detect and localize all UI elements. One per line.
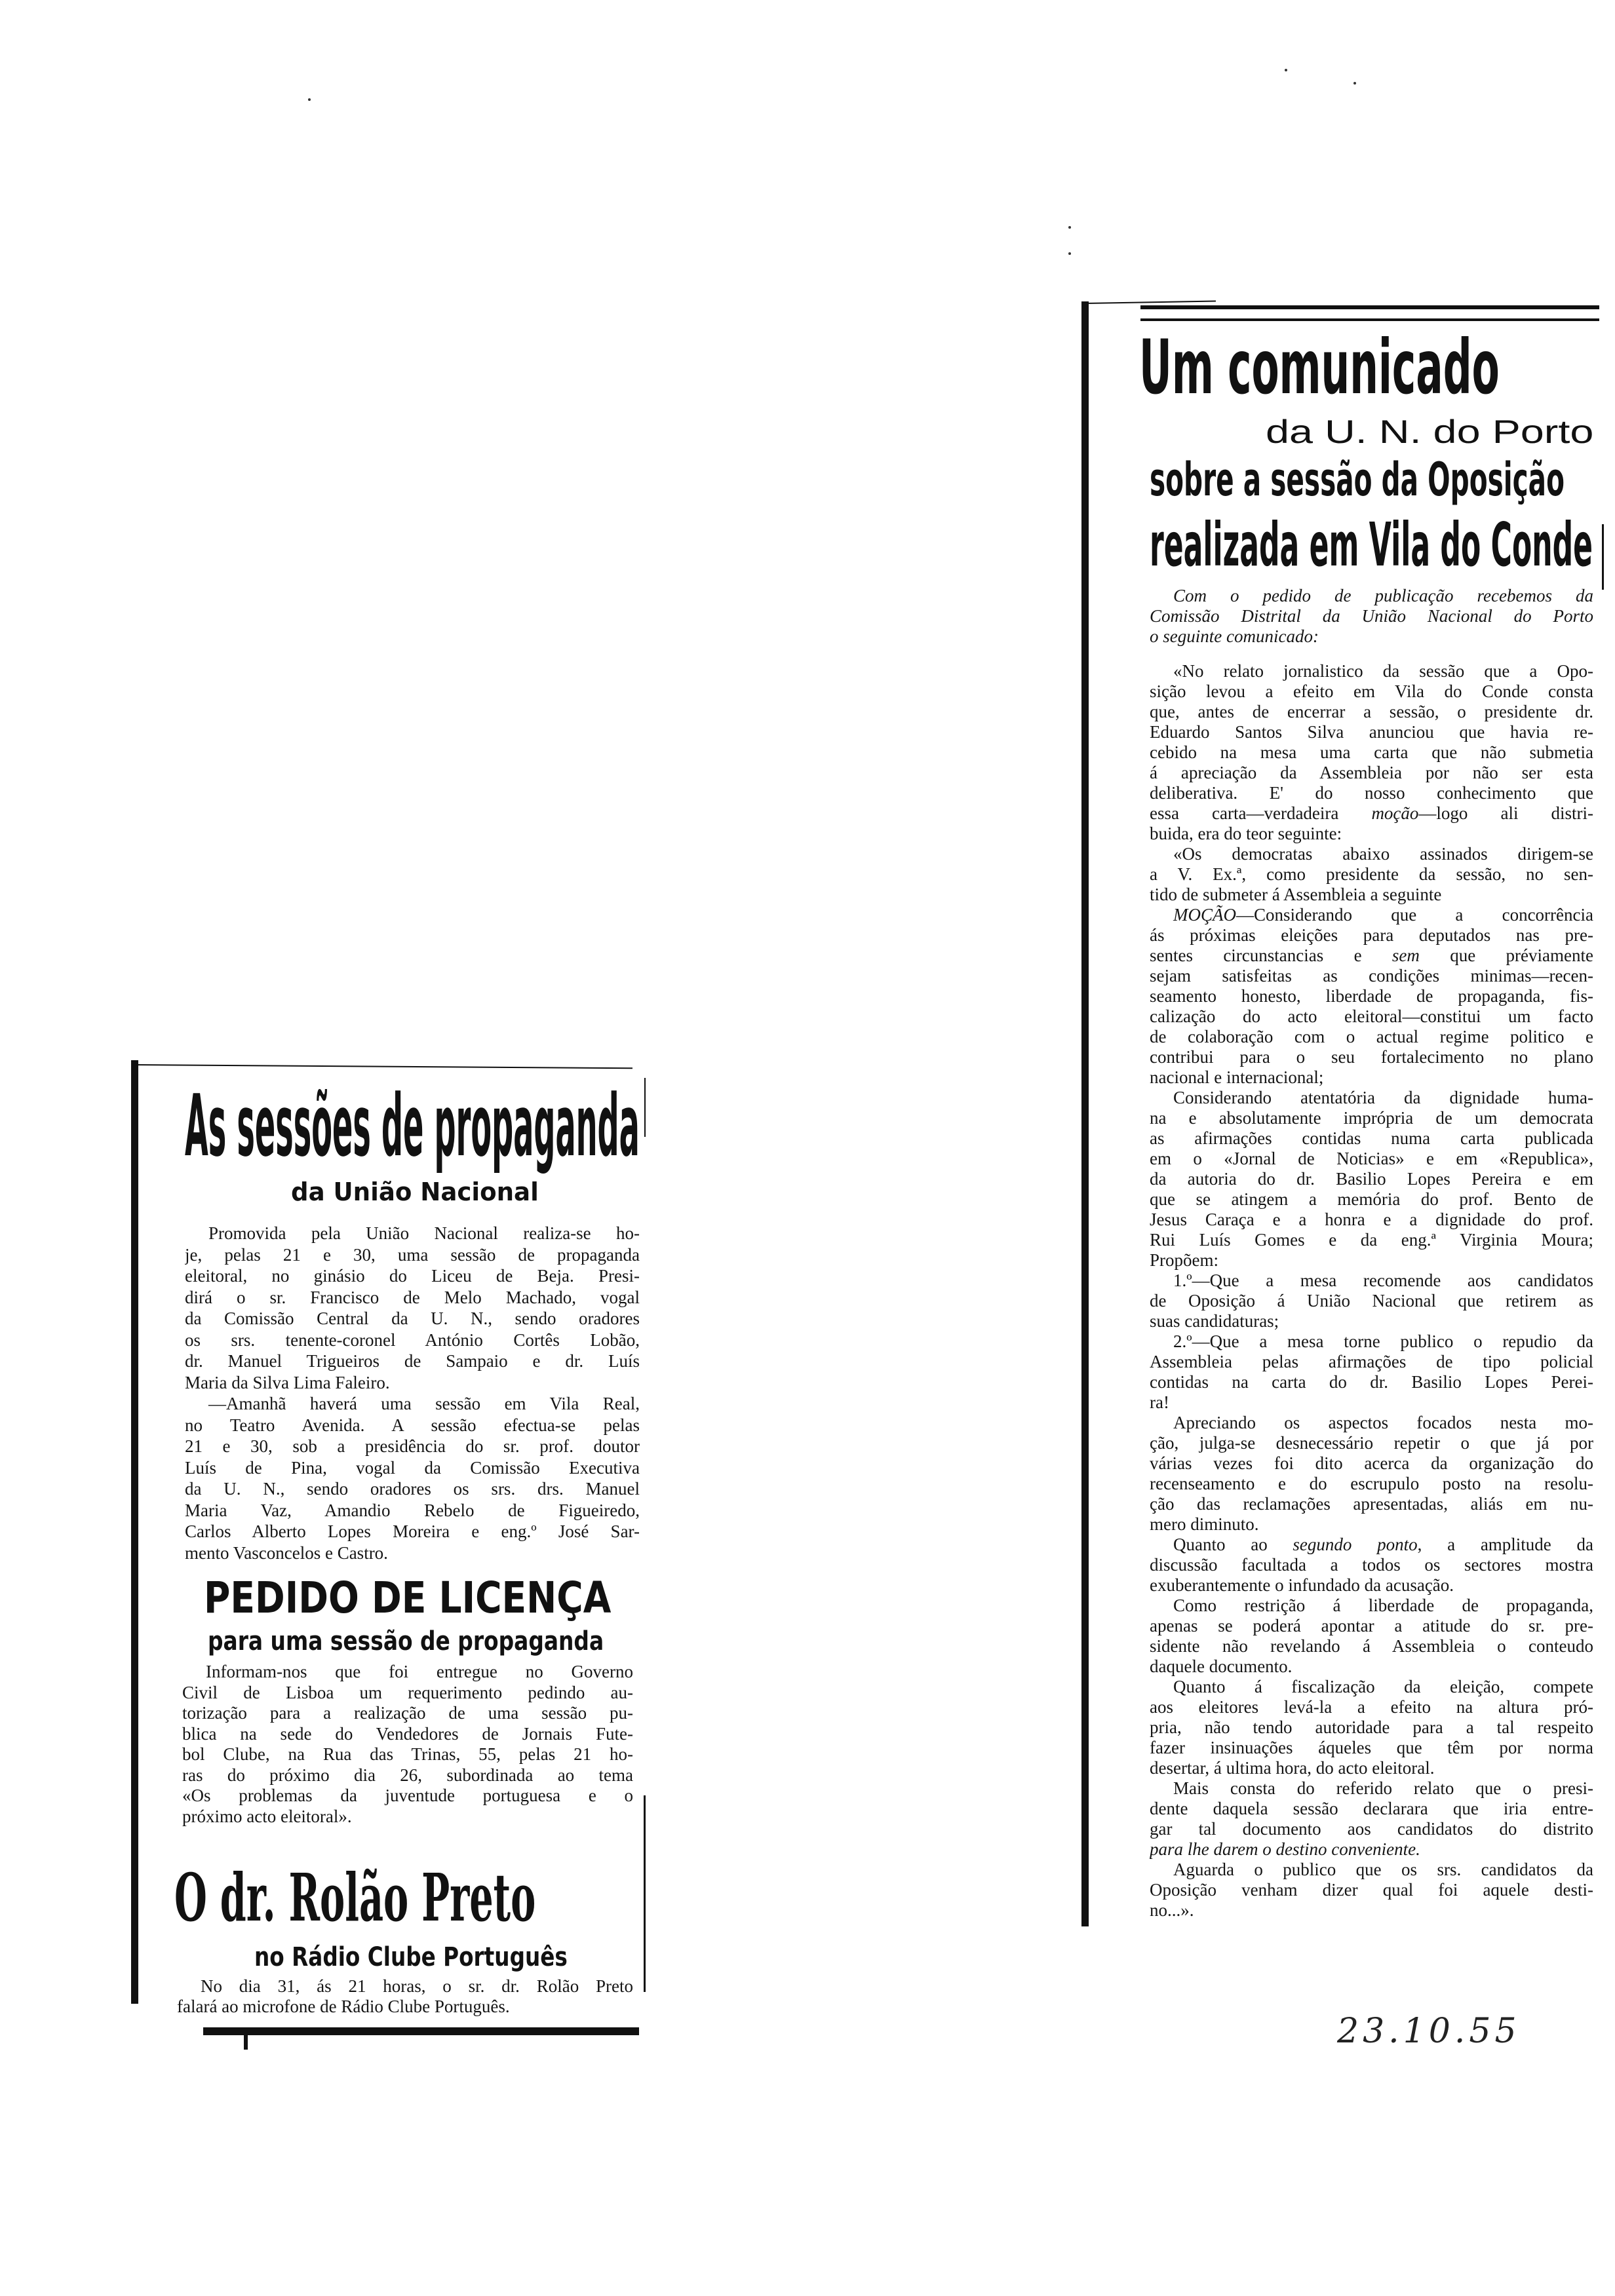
text-line: ras do próximo dia 26, subordinada ao tema bbox=[182, 1765, 633, 1785]
text-line: gar tal documento aos candidatos do distrito bbox=[1150, 1819, 1593, 1839]
italic-text: segundo ponto bbox=[1293, 1535, 1418, 1554]
text-line: seamento honesto, liberdade de propaganda, fis- bbox=[1150, 986, 1593, 1006]
paragraph bbox=[1150, 1331, 1593, 1413]
text-line: Como restrição á liberdade de propaganda, bbox=[1173, 1596, 1593, 1615]
paragraph bbox=[1150, 1271, 1593, 1331]
text-line: Comissão Distrital da União Nacional do Porto bbox=[1150, 606, 1593, 626]
paragraph bbox=[1150, 661, 1593, 844]
text-line: mento Vasconcelos e Castro. bbox=[185, 1542, 388, 1563]
article-deck: realizada em Vila do Conde bbox=[1150, 510, 1593, 580]
text-line: sição levou a efeito em Vila do Conde consta bbox=[1150, 681, 1593, 701]
text-line: da autoria do dr. Basilio Lopes Pereira e em bbox=[1150, 1169, 1593, 1189]
text-line: buida, era do teor seguinte: bbox=[1150, 824, 1342, 843]
text-line: ás próximas eleições para deputados nas pre- bbox=[1150, 925, 1593, 945]
article-subheadline: da U. N. do Porto bbox=[1266, 413, 1594, 450]
text-line: dente daquela sessão declarara que iria entre- bbox=[1150, 1799, 1593, 1818]
text-line: Jesus Caraça e a honra e a dignidade do prof. bbox=[1150, 1210, 1593, 1229]
text-line: exuberantemente o infundado da acusação. bbox=[1150, 1575, 1454, 1595]
text-line: sentes circunstancias e sem que préviamente bbox=[1150, 946, 1593, 965]
article-intro bbox=[1150, 586, 1593, 647]
text-line: dr. Manuel Trigueiros de Sampaio e dr. Luís bbox=[185, 1351, 640, 1371]
clipping-right-edge bbox=[644, 1078, 646, 1137]
text-line: 1.º—Que a mesa recomende aos candidatos bbox=[1173, 1271, 1593, 1290]
article-body bbox=[185, 1223, 640, 1563]
paragraph bbox=[177, 1976, 633, 2017]
paragraph bbox=[1150, 586, 1593, 647]
text-line: fazer insinuações áqueles que têm por norma bbox=[1150, 1738, 1593, 1757]
text-line: falará ao microfone de Rádio Clube Português. bbox=[177, 1997, 510, 2016]
text-line: o seguinte comunicado: bbox=[1150, 626, 1319, 646]
article-subheadline: no Rádio Clube Português bbox=[254, 1942, 568, 1972]
text-line: «No relato jornalistico da sessão que a Opo- bbox=[1173, 661, 1593, 681]
article-headline: Um comunicado bbox=[1139, 324, 1500, 411]
text-line: «Os democratas abaixo assinados dirigem-se bbox=[1173, 844, 1593, 864]
italic-text: moção bbox=[1371, 803, 1419, 823]
text-line: na e absolutamente imprópria de um democrata bbox=[1150, 1108, 1593, 1128]
text-line: mero diminuto. bbox=[1150, 1514, 1259, 1534]
italic-text: para lhe darem o destino conveniente. bbox=[1150, 1839, 1420, 1859]
clipping-right-edge bbox=[1602, 524, 1604, 590]
text-line: apenas se poderá apontar a atitude do sr. pre- bbox=[1150, 1616, 1593, 1636]
article-subheadline: da União Nacional bbox=[291, 1177, 539, 1206]
clipping-left-border bbox=[1081, 301, 1089, 1926]
text-line: daquele documento. bbox=[1150, 1656, 1293, 1676]
scan-speck bbox=[1353, 82, 1356, 85]
handwritten-date: 23.10.55 bbox=[1337, 2012, 1521, 2051]
text-line: as afirmações contidas numa carta publicada bbox=[1150, 1128, 1593, 1148]
text-line: ção das reclamações apresentadas, aliás em nu- bbox=[1150, 1494, 1593, 1514]
text-line: Quanto á fiscalização da eleição, compete bbox=[1173, 1677, 1593, 1696]
text-line: torização para a realização de uma sessão pu- bbox=[182, 1703, 633, 1723]
text-line: Mais consta do referido relato que o presi- bbox=[1173, 1778, 1593, 1798]
text-line: a V. Ex.ª, como presidente da sessão, no sen- bbox=[1150, 864, 1593, 884]
text-line: de Oposição á União Nacional que retirem as bbox=[1150, 1291, 1593, 1311]
text-line: Carlos Alberto Lopes Moreira e eng.º José Sar- bbox=[185, 1521, 640, 1541]
text-line: essa carta—verdadeira moção—logo ali distri- bbox=[1150, 803, 1593, 823]
article-body bbox=[1150, 661, 1593, 1921]
text-line: da Comissão Central da U. N., sendo oradores bbox=[185, 1309, 640, 1328]
text-line: Apreciando os aspectos focados nesta mo- bbox=[1173, 1413, 1593, 1432]
text-line: «Os problemas da juventude portuguesa e o bbox=[182, 1786, 633, 1805]
text-line: discussão facultada a todos os sectores mostra bbox=[1150, 1555, 1593, 1575]
article-headline: PEDIDO DE LICENÇA bbox=[204, 1573, 612, 1623]
text-line: bol Clube, na Rua das Trinas, 55, pelas 21 ho- bbox=[182, 1744, 633, 1764]
clipping-bottom-rule bbox=[203, 2027, 639, 2035]
text-line: eleitoral, no ginásio do Liceu de Beja. Presi- bbox=[185, 1266, 640, 1286]
text-line bbox=[1150, 1839, 1593, 1860]
clipping-right-edge bbox=[644, 1795, 646, 1992]
text-line: je, pelas 21 e 30, uma sessão de propaganda bbox=[185, 1244, 640, 1265]
clipping-left-border bbox=[131, 1060, 138, 2004]
article-body bbox=[182, 1662, 633, 1827]
text-line: Promovida pela União Nacional realiza-se ho- bbox=[208, 1223, 640, 1243]
text-line: que, antes de encerrar a sessão, o presidente dr. bbox=[1150, 702, 1593, 721]
paragraph bbox=[182, 1662, 633, 1827]
text-line: Oposição venham dizer qual foi aquele desti- bbox=[1150, 1880, 1593, 1900]
article-headline: As sessões de propaganda bbox=[185, 1076, 640, 1176]
text-line: no Teatro Avenida. A sessão efectua-se pelas bbox=[185, 1415, 640, 1435]
text-line: Maria da Silva Lima Faleiro. bbox=[185, 1372, 390, 1392]
italic-text: sem bbox=[1391, 946, 1420, 965]
paragraph bbox=[185, 1393, 640, 1563]
article-headline: O dr. Rolão Preto bbox=[174, 1859, 536, 1936]
text-line: os srs. tenente-coronel António Cortês Lobão, bbox=[185, 1330, 640, 1350]
text-line: várias vezes foi dito acerca da organização do bbox=[1150, 1453, 1593, 1473]
text-line: 2.º—Que a mesa torne publico o repudio da bbox=[1173, 1331, 1593, 1351]
text-line: blica na sede do Vendedores de Jornais Fute- bbox=[182, 1723, 633, 1744]
text-line: de colaboração com o actual regime politico e bbox=[1150, 1027, 1593, 1046]
text-line: ra! bbox=[1150, 1392, 1169, 1412]
paragraph bbox=[1150, 1088, 1593, 1271]
clipping-top-edge bbox=[134, 1064, 632, 1069]
paragraph bbox=[1150, 1677, 1593, 1778]
header-rule bbox=[1140, 305, 1599, 309]
text-line: —Amanhã haverá uma sessão em Vila Real, bbox=[208, 1394, 640, 1413]
text-line: á apreciação da Assembleia por não ser esta bbox=[1150, 763, 1593, 782]
text-line: aos eleitores levá-la a efeito na altura pró- bbox=[1150, 1697, 1593, 1717]
paragraph bbox=[1150, 1860, 1593, 1921]
clipping-bottom-tick bbox=[244, 2031, 248, 2050]
scan-speck bbox=[1068, 252, 1071, 255]
text-line: em o «Jornal de Noticias» e em «Republica», bbox=[1150, 1149, 1593, 1168]
text-line: Luís de Pina, vogal da Comissão Executiva bbox=[185, 1457, 640, 1478]
paragraph bbox=[1150, 844, 1593, 905]
text-line: MOÇÃO—Considerando que a concorrência bbox=[1173, 905, 1593, 925]
text-line: ção, julga-se desnecessário repetir o que já por bbox=[1150, 1433, 1593, 1453]
paragraph bbox=[1150, 1778, 1593, 1860]
paragraph bbox=[1150, 905, 1593, 1088]
text-line: deliberativa. E' do nosso conhecimento que bbox=[1150, 783, 1593, 803]
header-rule bbox=[1140, 318, 1599, 321]
article-subheadline: para uma sessão de propaganda bbox=[208, 1626, 604, 1656]
italic-text: MOÇÃO bbox=[1173, 905, 1236, 925]
text-line: Assembleia pelas afirmações de tipo policial bbox=[1150, 1352, 1593, 1371]
text-line: Eduardo Santos Silva anunciou que havia re- bbox=[1150, 722, 1593, 742]
text-line: suas candidaturas; bbox=[1150, 1311, 1279, 1331]
text-line: contidas na carta do dr. Basilio Lopes Perei- bbox=[1150, 1372, 1593, 1392]
text-line: Propõem: bbox=[1150, 1250, 1218, 1270]
text-line: Quanto ao segundo ponto, a amplitude da bbox=[1173, 1535, 1593, 1554]
text-line: nacional e internacional; bbox=[1150, 1067, 1324, 1087]
text-line: que se atingem a memória do prof. Bento de bbox=[1150, 1189, 1593, 1209]
text-line: Aguarda o publico que os srs. candidatos da bbox=[1173, 1860, 1593, 1879]
text-line: Com o pedido de publicação recebemos da bbox=[1173, 586, 1593, 605]
text-line: dirá o sr. Francisco de Melo Machado, vogal bbox=[185, 1287, 640, 1307]
text-line: desertar, á ultima hora, do acto eleitoral. bbox=[1150, 1758, 1435, 1778]
text-line: tido de submeter á Assembleia a seguinte bbox=[1150, 885, 1442, 904]
article-deck: sobre a sessão da Oposição bbox=[1150, 453, 1565, 507]
text-line: recenseamento e do escrupulo posto na resolu- bbox=[1150, 1474, 1593, 1493]
text-line: no...». bbox=[1150, 1900, 1194, 1920]
scan-speck bbox=[308, 98, 311, 101]
text-line: da U. N., sendo oradores os srs. drs. Manuel bbox=[185, 1479, 640, 1499]
text-line: No dia 31, ás 21 horas, o sr. dr. Rolão Preto bbox=[201, 1976, 633, 1996]
scan-speck bbox=[1068, 226, 1071, 229]
paragraph bbox=[185, 1223, 640, 1393]
paragraph bbox=[1150, 1596, 1593, 1677]
text-line: Maria Vaz, Amandio Rebelo de Figueiredo, bbox=[185, 1500, 640, 1520]
text-line: contribui para o seu fortalecimento no plano bbox=[1150, 1047, 1593, 1067]
text-line: Civil de Lisboa um requerimento pedindo au- bbox=[182, 1682, 633, 1702]
text-line: sejam satisfeitas as condições minimas—recen- bbox=[1150, 966, 1593, 985]
text-line: Informam-nos que foi entregue no Governo bbox=[206, 1662, 633, 1681]
text-line: Rui Luís Gomes e da eng.ª Virginia Moura; bbox=[1150, 1230, 1593, 1250]
paragraph bbox=[1150, 1535, 1593, 1596]
text-line: Considerando atentatória da dignidade huma- bbox=[1173, 1088, 1593, 1107]
text-line: calização do acto eleitoral—constitui um facto bbox=[1150, 1006, 1593, 1026]
paragraph bbox=[1150, 1413, 1593, 1535]
article-body bbox=[177, 1976, 633, 2017]
scan-speck bbox=[1285, 69, 1287, 71]
text-line: próximo acto eleitoral». bbox=[182, 1806, 352, 1826]
text-line: pria, não tendo autoridade para a tal respeito bbox=[1150, 1717, 1593, 1737]
clipping-top-edge bbox=[1085, 301, 1216, 304]
text-line: 21 e 30, sob a presidência do sr. prof. doutor bbox=[185, 1436, 640, 1456]
text-line: cebido na mesa uma carta que não submetia bbox=[1150, 742, 1593, 762]
text-line: sidente não revelando á Assembleia o conteudo bbox=[1150, 1636, 1593, 1656]
